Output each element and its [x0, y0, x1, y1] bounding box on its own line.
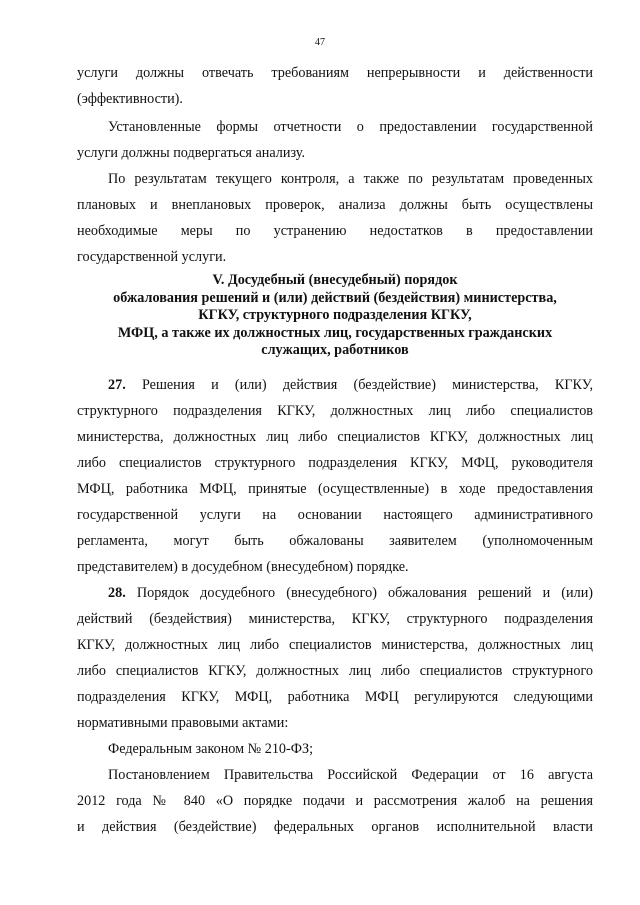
item-28-line: подразделения КГКУ, МФЦ, работника МФЦ регулируются следующими	[77, 689, 593, 705]
item-28-line: нормативными правовыми актами:	[77, 715, 289, 731]
section-heading	[77, 272, 593, 360]
decree-line: и действия (бездействие) федеральных органов исполнительной власти	[77, 819, 593, 835]
item-27-line: регламента, могут быть обжалованы заявителем (уполномоченным	[77, 533, 593, 549]
item-27-line: министерства, должностных лиц либо специалистов КГКУ, должностных лиц	[77, 429, 593, 445]
item-27-line	[77, 372, 593, 398]
item-text: Решения и (или) действия (бездействие) министерства, КГКУ,	[141, 377, 593, 393]
paragraph-line: государственной услуги.	[77, 249, 227, 265]
item-28-line	[77, 580, 593, 606]
decree-line: Постановлением Правительства Российской Федерации от 16 августа	[108, 767, 593, 783]
paragraph-line: (эффективности).	[77, 91, 183, 107]
item-number: 28.	[108, 585, 126, 601]
paragraph-line: услуги должны подвергаться анализу.	[77, 145, 306, 161]
section-heading-line: V. Досудебный (внесудебный) порядок	[212, 272, 458, 288]
paragraph-line: услуги должны отвечать требованиям непрерывности и действенности	[77, 65, 593, 81]
section-heading-line: обжалования решений и (или) действий (бездействия) министерства,	[113, 289, 557, 306]
item-27-line: представителем) в досудебном (внесудебном) порядке.	[77, 559, 409, 575]
section-heading-line: служащих, работников	[261, 342, 409, 358]
section-heading-line: КГКУ, структурного подразделения КГКУ,	[198, 307, 472, 323]
item-number: 27.	[108, 377, 126, 393]
paragraph-line: плановых и внеплановых проверок, анализа должны быть осуществлены	[77, 197, 593, 213]
decree-line: 2012 года № 840 «О порядке подачи и рассмотрения жалоб на решения	[77, 793, 593, 809]
item-28-line: действий (бездействия) министерства, КГКУ, структурного подразделения	[77, 611, 593, 627]
law-reference: Федеральным законом № 210-ФЗ;	[108, 741, 314, 757]
item-27-line: структурного подразделения КГКУ, должностных лиц либо специалистов	[77, 403, 593, 419]
page-number: 47	[315, 37, 325, 48]
paragraph-line: Установленные формы отчетности о предоставлении государственной	[108, 119, 593, 135]
item-28-line: либо специалистов КГКУ, должностных лиц либо специалистов структурного	[77, 663, 593, 679]
item-27-line: либо специалистов структурного подразделения КГКУ, МФЦ, руководителя	[77, 455, 593, 471]
item-28-line: КГКУ, должностных лиц либо специалистов министерства, должностных лиц	[77, 637, 593, 653]
section-heading-line: МФЦ, а также их должностных лиц, государственных гражданских	[117, 324, 553, 341]
paragraph-line: необходимые меры по устранению недостатков в предоставлении	[77, 223, 593, 239]
item-text: Порядок досудебного (внесудебного) обжалования решений и (или)	[136, 585, 594, 601]
item-27-line: государственной услуги на основании настоящего административного	[77, 507, 593, 523]
paragraph-line: По результатам текущего контроля, а также по результатам проведенных	[108, 171, 593, 187]
item-27-line: МФЦ, работника МФЦ, принятые (осуществленные) в ходе предоставления	[77, 481, 593, 497]
